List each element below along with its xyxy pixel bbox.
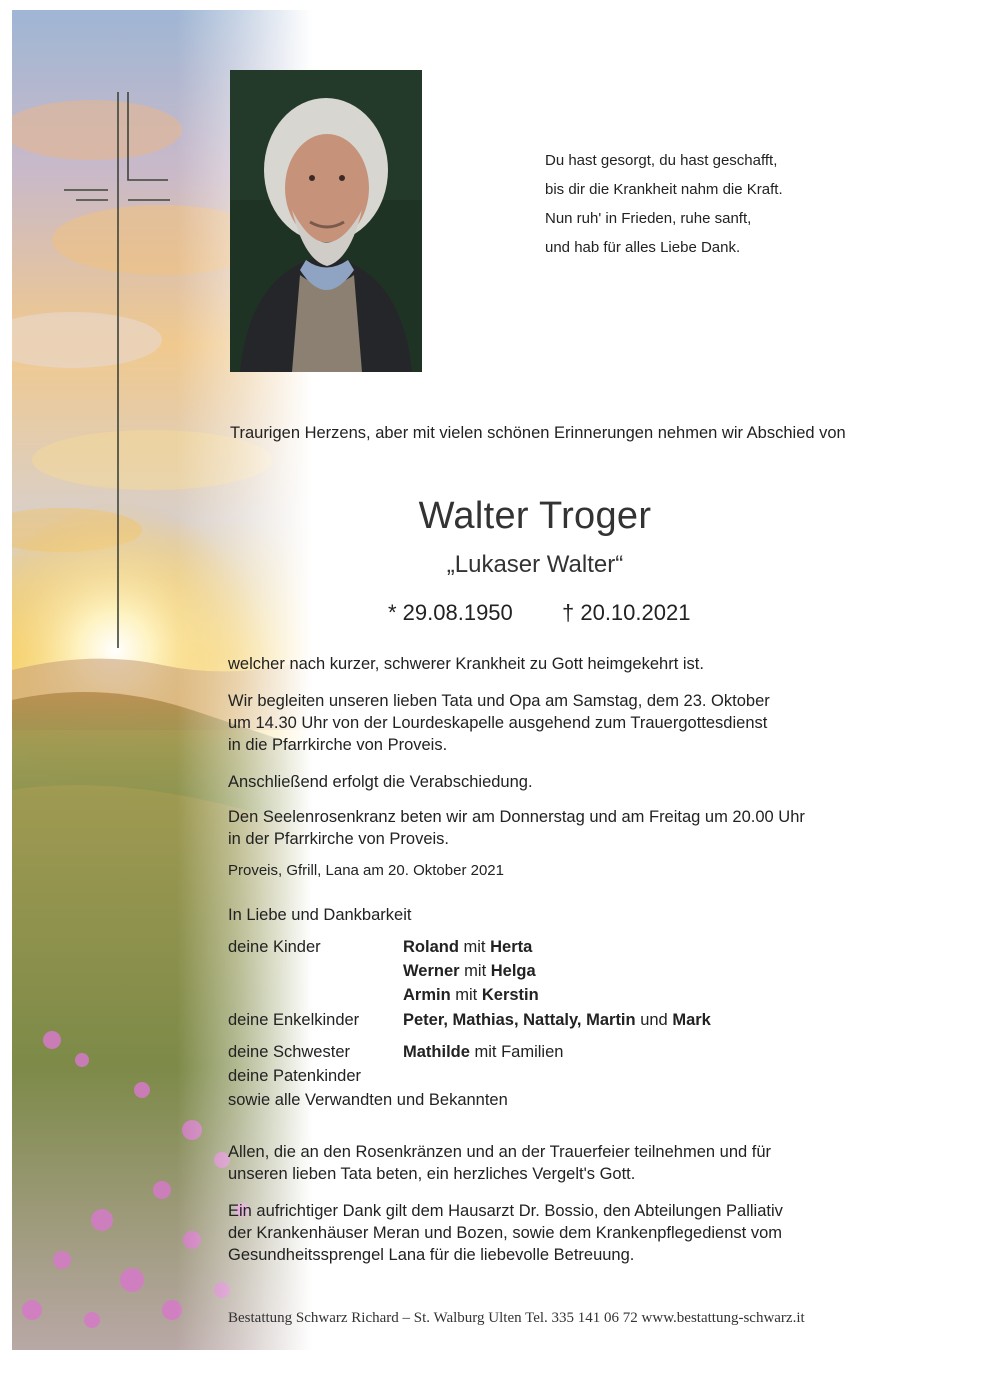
child-name: Werner <box>403 962 460 980</box>
thanks-line: Ein aufrichtiger Dank gilt dem Hausarzt Dr. Bossio, den Abteilungen Palliativ <box>228 1202 783 1220</box>
joiner: mit <box>464 962 487 980</box>
paragraph: um 14.30 Uhr von der Lourdeskapelle ausgehend zum Trauergottesdienst <box>228 714 768 732</box>
child-entry <box>403 938 532 957</box>
sister-name: Mathilde <box>403 1043 470 1061</box>
deceased-nickname: „Lukaser Walter“ <box>446 551 624 578</box>
poem-line: Du hast gesorgt, du hast geschafft, <box>545 152 778 169</box>
intro-text: Traurigen Herzens, aber mit vielen schönen Erinnerungen nehmen wir Abschied von <box>230 424 846 442</box>
sister-entry <box>403 1043 563 1062</box>
death-date: † 20.10.2021 <box>562 600 691 625</box>
other-relatives: sowie alle Verwandten und Bekannten <box>228 1091 508 1109</box>
partner-name: Helga <box>490 962 536 980</box>
deceased-name: Walter Troger <box>418 495 652 537</box>
grandchildren-entry <box>403 1011 711 1030</box>
paragraph: Wir begleiten unseren lieben Tata und Opa am Samstag, dem 23. Oktober <box>228 692 770 710</box>
child-entry <box>403 986 539 1005</box>
paragraph: in der Pfarrkirche von Proveis. <box>228 830 450 848</box>
poem-line: bis dir die Krankheit nahm die Kraft. <box>545 181 783 198</box>
paragraph: in die Pfarrkirche von Proveis. <box>228 736 448 754</box>
paragraph: welcher nach kurzer, schwerer Krankheit zu Gott heimgekehrt ist. <box>228 655 704 673</box>
joiner: mit <box>463 938 486 956</box>
place-date: Proveis, Gfrill, Lana am 20. Oktober 2021 <box>228 862 504 879</box>
partner-name: Herta <box>490 938 533 956</box>
thanks-line: Allen, die an den Rosenkränzen und an der Trauerfeier teilnehmen und für <box>228 1143 772 1161</box>
poem-line: Nun ruh' in Frieden, ruhe sanft, <box>545 210 752 227</box>
thanks-line: unseren lieben Tata beten, ein herzliches Vergelt's Gott. <box>228 1165 636 1183</box>
funeral-home-footer: Bestattung Schwarz Richard – St. Walburg Ulten Tel. 335 141 06 72 www.bestattung-schwarz.it <box>228 1310 805 1326</box>
godchildren-label: deine Patenkinder <box>228 1067 362 1085</box>
child-name: Roland <box>403 938 459 956</box>
paragraph: Anschließend erfolgt die Verabschiedung. <box>228 773 533 791</box>
grandchild-last: Mark <box>672 1011 711 1029</box>
joiner: mit <box>455 986 478 1004</box>
child-entry <box>403 962 536 981</box>
sister-suffix: mit Familien <box>474 1043 564 1061</box>
mourners-heading: In Liebe und Dankbarkeit <box>228 906 412 924</box>
joiner: und <box>640 1011 668 1029</box>
grandchildren-label: deine Enkelkinder <box>228 1011 360 1029</box>
sister-label: deine Schwester <box>228 1043 350 1061</box>
birth-date: * 29.08.1950 <box>388 600 513 625</box>
partner-name: Kerstin <box>481 986 539 1004</box>
portrait-photo <box>230 70 422 372</box>
child-name: Armin <box>403 986 451 1004</box>
thanks-line: Gesundheitssprengel Lana für die liebevolle Betreuung. <box>228 1246 635 1264</box>
poem <box>545 146 783 262</box>
poem-line: und hab für alles Liebe Dank. <box>545 239 741 256</box>
children-label: deine Kinder <box>228 938 321 956</box>
thanks-line: der Krankenhäuser Meran und Bozen, sowie dem Krankenpflegedienst vom <box>228 1224 782 1242</box>
grandchildren-names: Peter, Mathias, Nattaly, Martin <box>403 1011 636 1029</box>
paragraph: Den Seelenrosenkranz beten wir am Donnerstag und am Freitag um 20.00 Uhr <box>228 808 805 826</box>
